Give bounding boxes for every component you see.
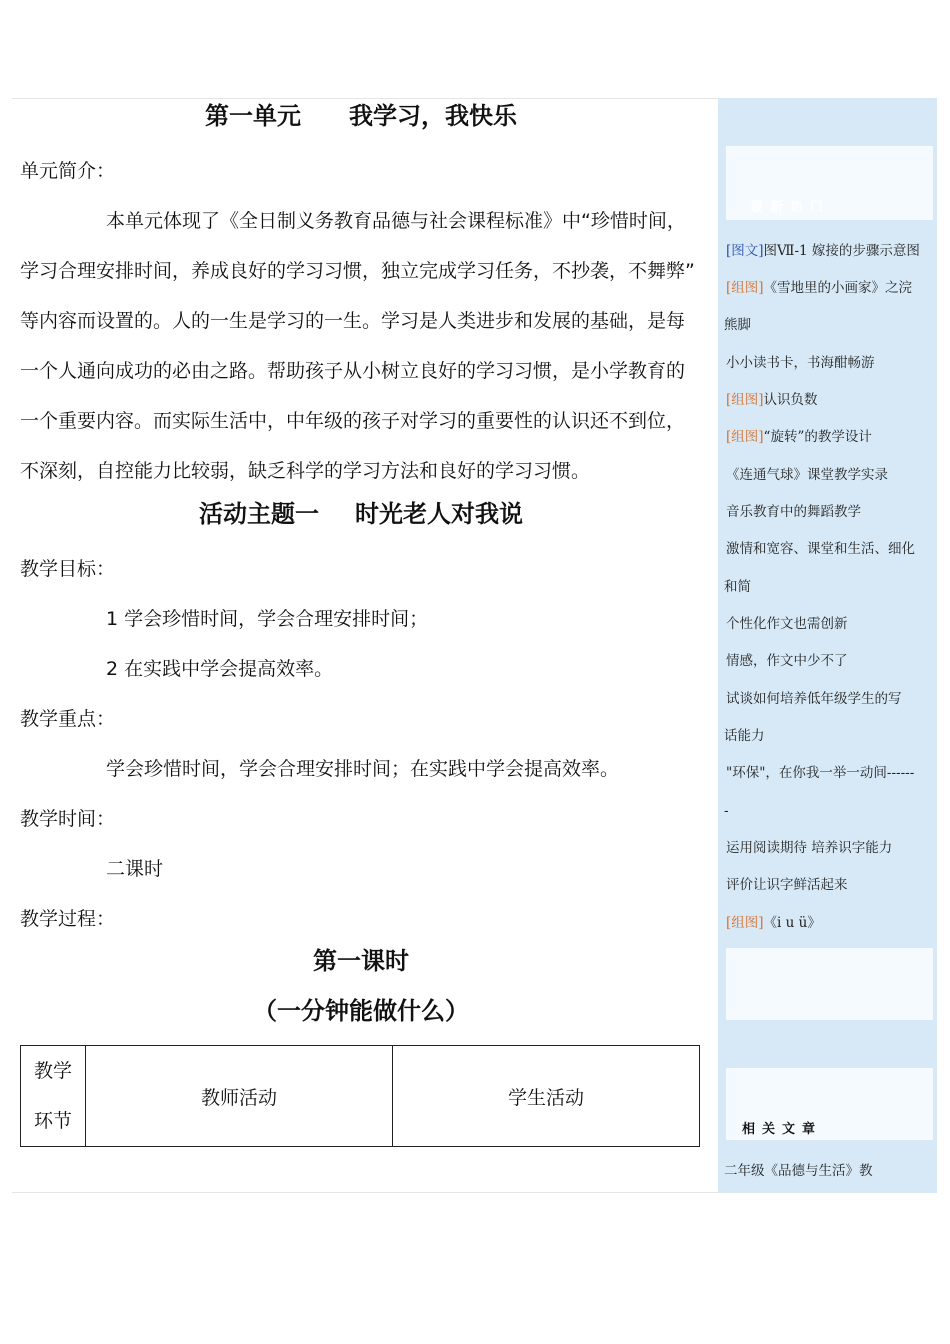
time-text: 二课时 (106, 858, 164, 880)
intro-line-1: 本单元体现了《全日制义务教育品德与社会课程标准》中“珍惜时间， (106, 210, 686, 232)
sidebar-link[interactable]: [图文]图Ⅶ-1 嫁接的步骤示意图 (726, 243, 920, 259)
activity-title: 活动主题一 时光老人对我说 (199, 500, 523, 528)
process-label: 教学过程： (20, 908, 116, 930)
focus-text: 学会珍惜时间，学会合理安排时间；在实践中学会提高效率。 (106, 758, 620, 780)
sidebar-latest-header (726, 146, 933, 220)
sidebar-link[interactable]: 和简 (724, 579, 751, 595)
sidebar-link[interactable]: - (724, 803, 729, 819)
sidebar-link[interactable]: 运用阅读期待 培养识字能力 (726, 840, 893, 856)
sidebar-link[interactable]: 小小读书卡，书海酣畅游 (726, 355, 875, 371)
related-heading: 相关文章 (742, 1122, 823, 1137)
sidebar-link[interactable]: 情感，作文中少不了 (726, 653, 848, 669)
sidebar (718, 98, 937, 1193)
intro-line-2: 学习合理安排时间，养成良好的学习习惯，独立完成学习任务，不抄袭，不舞弊” (20, 260, 695, 282)
latest-heading: 最新热门 (750, 200, 831, 215)
sidebar-link[interactable]: 熊脚 (724, 317, 751, 333)
table-cell-stage: 教学 环节 (21, 1046, 86, 1147)
goals-label: 教学目标： (20, 558, 116, 580)
sidebar-spacer-block (726, 948, 933, 1020)
intro-line-4: 一个人通向成功的必由之路。帮助孩子从小树立良好的学习习惯，是小学教育的 (20, 360, 686, 382)
sidebar-link[interactable]: 《连通气球》课堂教学实录 (726, 467, 888, 483)
sidebar-link[interactable]: [组图]《i u ü》 (726, 915, 821, 931)
intro-line-3: 等内容而设置的。人的一生是学习的一生。学习是人类进步和发展的基础，是每 (20, 310, 686, 332)
table-cell-teacher: 教师活动 (86, 1046, 393, 1147)
table-row (21, 1046, 700, 1147)
lesson-table (20, 1045, 700, 1147)
sidebar-link[interactable]: 激情和宽容、课堂和生活、细化 (726, 541, 915, 557)
sidebar-related-link[interactable]: 二年级《品德与生活》教 (724, 1163, 873, 1179)
sidebar-related-header (726, 1068, 933, 1140)
sidebar-link[interactable]: "环保"，在你我一举一动间------ (726, 765, 915, 781)
table-cell-student: 学生活动 (393, 1046, 700, 1147)
sidebar-link[interactable]: 话能力 (724, 728, 765, 744)
sidebar-link[interactable]: 评价让识字鲜活起来 (726, 877, 848, 893)
sidebar-link[interactable]: 音乐教育中的舞蹈教学 (726, 504, 861, 520)
sidebar-link[interactable]: [组图]认识负数 (726, 392, 818, 408)
goal-2: 2 在实践中学会提高效率。 (106, 658, 334, 680)
sidebar-link[interactable]: [组图]《雪地里的小画家》之浣 (726, 280, 913, 296)
lesson-title: 第一课时 (313, 947, 409, 975)
unit-title: 第一单元 我学习，我快乐 (205, 102, 517, 130)
intro-line-5: 一个重要内容。而实际生活中，中年级的孩子对学习的重要性的认识还不到位， (20, 410, 686, 432)
time-label: 教学时间： (20, 808, 116, 830)
sidebar-link[interactable]: 试谈如何培养低年级学生的写 (726, 691, 902, 707)
goal-1: 1 学会珍惜时间，学会合理安排时间； (106, 608, 429, 630)
lesson-subtitle: （一分钟能做什么） (253, 997, 469, 1025)
sidebar-link[interactable]: 个性化作文也需创新 (726, 616, 848, 632)
intro-line-6: 不深刻，自控能力比较弱，缺乏科学的学习方法和良好的学习习惯。 (20, 460, 591, 482)
intro-label: 单元简介： (20, 160, 116, 182)
sidebar-link[interactable]: [组图]“旋转”的教学设计 (726, 429, 872, 445)
focus-label: 教学重点： (20, 708, 116, 730)
